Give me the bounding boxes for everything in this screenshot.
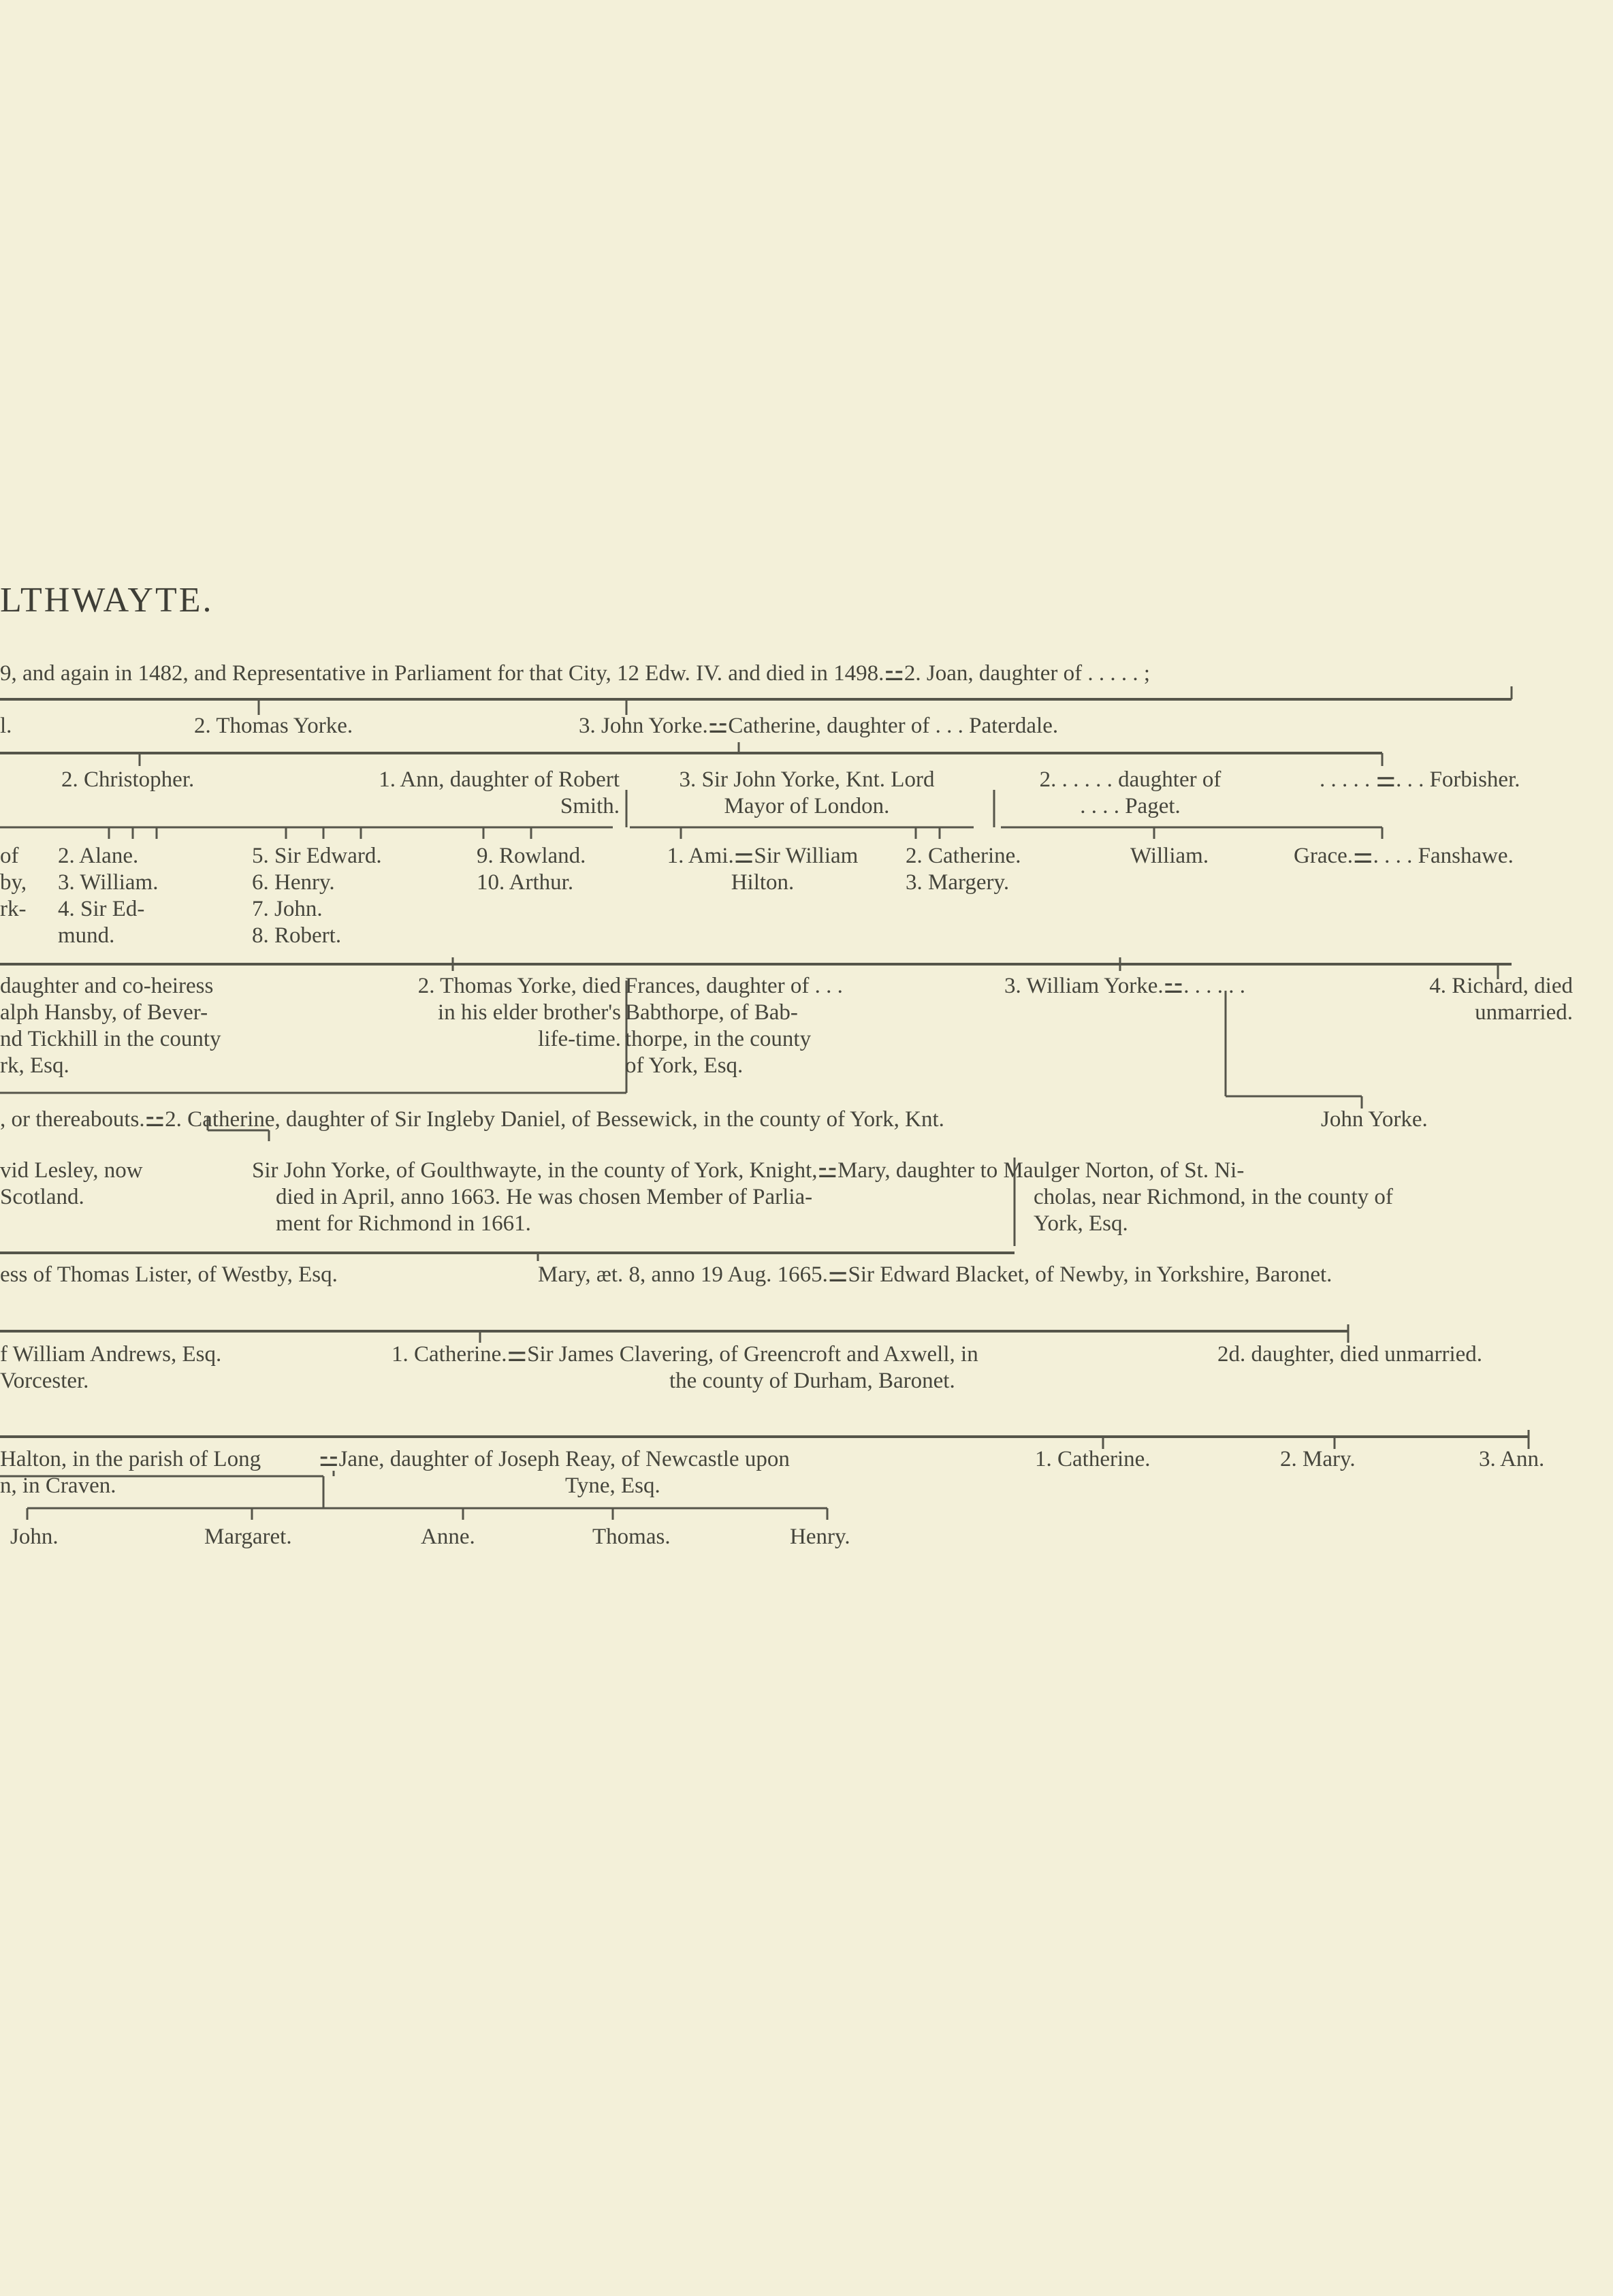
gen5-heiress: daughter and co-heiress alph Hansby, of Bever- nd Tickhill in the county rk, Esq. [0,974,221,1078]
gen4-sons-column-a: 2. Alane. 3. William. 4. Sir Ed- mund. [58,844,159,948]
gen6-john-yorke: John Yorke. [1321,1107,1428,1132]
gen10-mary: 2. Mary. [1280,1447,1356,1471]
gen11-thomas: Thomas. [592,1525,671,1549]
gen9-clavering-details: the county of Durham, Baronet. [669,1369,955,1393]
gen3-paget: 2. . . . . . daughter of . . . . Paget. [1039,767,1221,818]
gen2-john-yorke: 3. John Yorke.⚍Catherine, daughter of . . . Paterdale. [579,714,1059,738]
gen8-lister: ess of Thomas Lister, of Westby, Esq. [0,1262,338,1287]
gen9-second-daughter: 2d. daughter, died unmarried. [1217,1342,1483,1367]
gen3-christopher: 2. Christopher. [61,767,195,792]
gen3-ann-smith: 1. Ann, daughter of Robert Smith. [379,767,620,818]
gen10-halton: Halton, in the parish of Long n, in Craven. [0,1447,261,1498]
gen4-sons-column-c: 9. Rowland. 10. Arthur. [477,844,586,895]
gen2-cut-entry: l. [0,714,12,738]
gen3-sir-john-yorke: 3. Sir John Yorke, Knt. Lord Mayor of London. [679,767,935,818]
gen10-jane-reay: ⚍Jane, daughter of Joseph Reay, of Newcastle upon [319,1447,790,1471]
gen4-sons-column-b: 5. Sir Edward. 6. Henry. 7. John. 8. Robert. [252,844,382,948]
gen1-entry: 9, and again in 1482, and Representative in Parliament for that City, 12 Edw. IV. and died in 1498.⚍2. Joan, daughter of . . . . . ; [0,661,1151,686]
gen9-andrews: f William Andrews, Esq. Vorcester. [0,1342,222,1393]
gen4-grace-fanshawe: Grace.⚌. . . . Fanshawe. [1294,844,1514,868]
gen7-mary-details: cholas, near Richmond, in the county of York, Esq. [1034,1185,1393,1236]
gen11-john: John. [10,1525,59,1549]
gen10-catherine: 1. Catherine. [1035,1447,1151,1471]
gen4-catherine-margery: 2. Catherine. 3. Margery. [906,844,1021,895]
gen11-margaret: Margaret. [204,1525,292,1549]
gen11-henry: Henry. [790,1525,850,1549]
gen7-lesley: vid Lesley, now Scotland. [0,1158,143,1209]
gen11-anne: Anne. [421,1525,475,1549]
gen6-entry: , or thereabouts.⚍2. Catherine, daughter of Sir Ingleby Daniel, of Bessewick, in the county of York, Knt. [0,1107,944,1132]
gen3-forbisher: . . . . . ⚌. . . Forbisher. [1320,767,1520,792]
gen10-ann: 3. Ann. [1479,1447,1545,1471]
gen5-william-yorke: 3. William Yorke.⚍. . . . . . [1004,974,1245,998]
gen4-cut-entry: of by, rk- [0,844,27,921]
gen5-frances-babthorpe: Frances, daughter of . . . Babthorpe, of Bab- thorpe, in the county of York, Esq. [625,974,843,1078]
gen7-sir-john-details: died in April, anno 1663. He was chosen Member of Parlia- ment for Richmond in 1661. [276,1185,813,1236]
gen5-thomas-yorke: 2. Thomas Yorke, died in his elder brother's life-time. [417,974,621,1051]
gen7-sir-john-yorke: Sir John Yorke, of Goulthwayte, in the county of York, Knight,⚍Mary, daughter to Maulger Norton, of St. Ni- [252,1158,1245,1183]
gen4-william: William. [1130,844,1209,868]
gen4-ami-hilton: 1. Ami.⚌Sir William Hilton. [667,844,859,895]
gen2-thomas-yorke: 2. Thomas Yorke. [194,714,353,738]
gen9-catherine-clavering: 1. Catherine.⚌Sir James Clavering, of Greencroft and Axwell, in [392,1342,978,1367]
gen8-mary-blacket: Mary, æt. 8, anno 19 Aug. 1665.⚌Sir Edward Blacket, of Newby, in Yorkshire, Baronet. [538,1262,1332,1287]
gen5-richard: 4. Richard, died unmarried. [1429,974,1573,1025]
gen10-reay-details: Tyne, Esq. [565,1473,660,1498]
page-title: LTHWAYTE. [0,581,214,620]
